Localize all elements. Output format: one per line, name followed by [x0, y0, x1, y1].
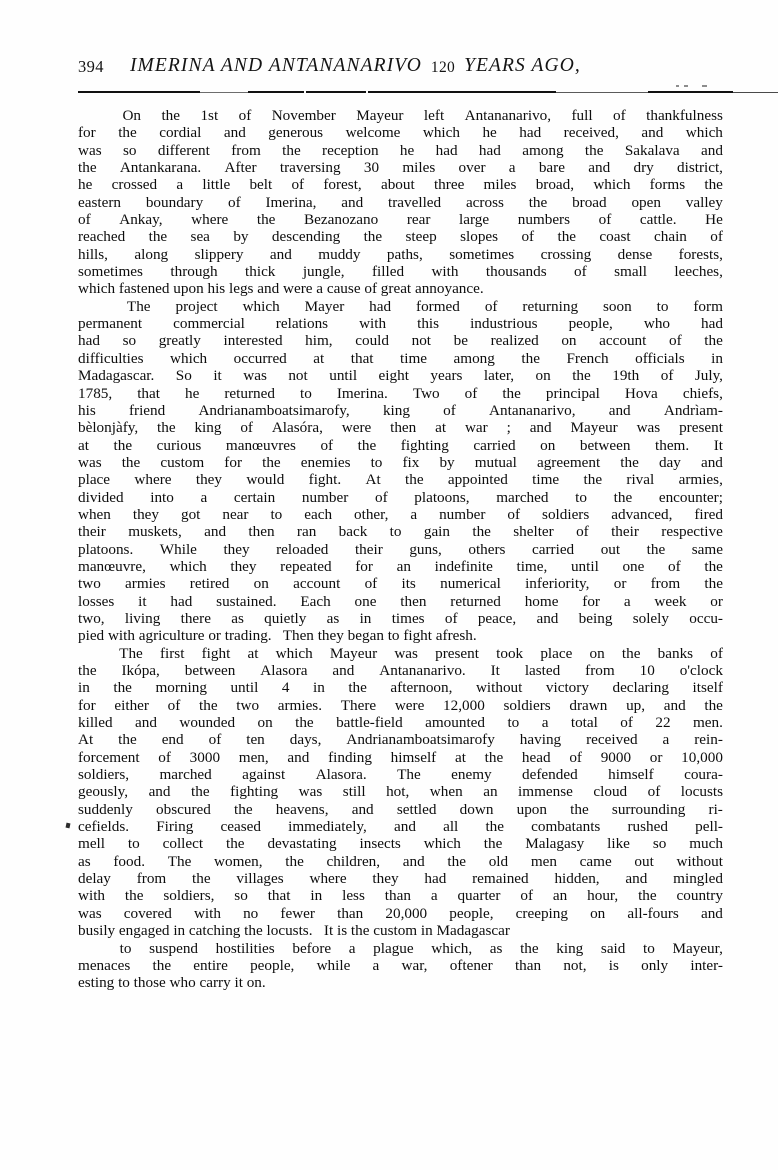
text-line: 1785, that he returned to Imerina. Two of the principal Hova chiefs,: [78, 384, 723, 402]
margin-scan-mark: [66, 823, 71, 829]
text-line: forcement of 3000 men, and finding himself at the head of 9000 or 10,000: [78, 748, 723, 766]
paragraph-3: [78, 645, 723, 940]
text-line: The first fight at which Mayeur was present took place on the banks of: [119, 644, 723, 662]
text-line: esting to those who carry it on.: [78, 974, 266, 992]
text-line: On the 1st of November Mayeur left Antananarivo, full of thankfulness: [122, 107, 723, 124]
scan-speck: [702, 85, 707, 87]
text-line: difficulties which occurred at that time among the French officials in: [78, 349, 723, 367]
paragraph-2: [78, 298, 723, 645]
text-line: when they got near to each other, a number of soldiers advanced, fired: [78, 505, 723, 523]
text-line: permanent commercial relations with this industrious people, who had: [78, 315, 723, 333]
text-line: he crossed a little belt of forest, about three miles broad, which forms the: [78, 176, 723, 194]
paragraph-1: [78, 107, 723, 298]
text-line: bèlonjàfy, the king of Alasóra, were then at war ; and Mayeur was present: [78, 419, 723, 437]
text-line: hills, along slippery and muddy paths, sometimes crossing dense forests,: [78, 245, 723, 263]
text-line: was covered with no fewer than 20,000 people, creeping on all-fours and: [78, 904, 723, 922]
text-line: platoons. While they reloaded their guns, others carried out the same: [78, 540, 723, 558]
scan-speck: [684, 85, 688, 87]
text-line: mell to collect the devastating insects which the Malagasy like so much: [78, 835, 723, 853]
text-line: eastern boundary of Imerina, and travelled across the broad open valley: [78, 193, 723, 211]
text-line: as food. The women, the children, and the old men came out without: [78, 852, 723, 870]
text-line: losses it had sustained. Each one then returned home for a week or: [78, 592, 723, 610]
text-line: to suspend hostilities before a plague which, as the king said to Mayeur,: [119, 939, 723, 957]
text-line: delay from the villages where they had remained hidden, and mingled: [78, 870, 723, 888]
text-line: busily engaged in catching the locusts. It is the custom in Madagascar: [78, 922, 510, 940]
running-head-number: 120: [430, 59, 456, 76]
text-line: which fastened upon his legs and were a cause of great annoyance.: [78, 280, 484, 298]
text-line: divided into a certain number of platoons, marched to the encounter;: [78, 488, 723, 506]
paragraph-4: [78, 940, 723, 992]
page-folio-number: 394: [78, 57, 104, 76]
text-line: was the custom for the enemies to fix by mutual agreement the day and: [78, 453, 723, 471]
text-line: manœuvre, which they repeated for an indefinite time, until one of the: [78, 557, 723, 575]
running-head-tail: YEARS AGO,: [464, 55, 581, 76]
text-line: killed and wounded on the battle-field amounted to a total of 22 men.: [78, 714, 723, 732]
body-text-column: [78, 107, 723, 992]
text-line: with the soldiers, so that in less than a quarter of an hour, the country: [78, 887, 723, 905]
text-line: suddenly obscured the heavens, and settled down upon the surrounding ri-: [78, 800, 723, 818]
text-line: geously, and the fighting was still hot, when an immense cloud of locusts: [78, 783, 723, 801]
text-line: The project which Mayer had formed of returning soon to form: [126, 297, 723, 315]
text-line: Madagascar. So it was not until eight years later, on the 19th of July,: [78, 367, 723, 385]
text-line: menaces the entire people, while a war, oftener than not, is only inter-: [78, 956, 723, 974]
text-line: for either of the two armies. There were 12,000 soldiers drawn up, and the: [78, 696, 723, 714]
header-divider-rule: [78, 91, 722, 94]
running-head-title: IMERINA AND ANTANANARIVO: [129, 55, 422, 76]
text-line: of Ankay, where the Bezanozano rear large numbers of cattle. He: [78, 211, 723, 229]
text-line: pied with agriculture or trading. Then they began to fight afresh.: [78, 627, 477, 645]
text-line: for the cordial and generous welcome which he had received, and which: [78, 124, 723, 142]
text-line: at the curious manœuvres of the fighting carried on between them. It: [78, 436, 723, 454]
text-line: the Antankarana. After traversing 30 miles over a bare and dry district,: [78, 159, 723, 177]
running-head: [78, 52, 722, 80]
text-line: reached the sea by descending the steep slopes of the coast chain of: [78, 228, 723, 246]
text-line: was so different from the reception he had had among the Sakalava and: [78, 141, 723, 159]
text-line: soldiers, marched against Alasora. The enemy defended himself coura-: [78, 766, 723, 784]
text-line: had so greatly interested him, could not be realized on account of the: [78, 332, 723, 350]
text-line: two, living there as quietly as in times of peace, and being solely occu-: [78, 609, 723, 627]
text-line: two armies retired on account of its numerical inferiority, or from the: [78, 575, 723, 593]
scan-speck: [676, 85, 679, 87]
text-line: the Ikópa, between Alasora and Antananarivo. It lasted from 10 o'clock: [78, 662, 723, 679]
text-line: his friend Andrianamboatsimarofy, king of Antananarivo, and Andrìam-: [78, 401, 723, 419]
text-line: place where they would fight. At the appointed time the rival armies,: [78, 471, 723, 489]
text-line: in the morning until 4 in the afternoon, without victory declaring itself: [78, 679, 723, 697]
text-line: cefields. Firing ceased immediately, and all the combatants rushed pell-: [78, 818, 723, 836]
text-line: sometimes through thick jungle, filled with thousands of small leeches,: [78, 263, 723, 281]
text-line: their muskets, and then ran back to gain the shelter of their respective: [78, 523, 723, 541]
text-line: At the end of ten days, Andrianamboatsimarofy having received a rein-: [78, 731, 723, 749]
